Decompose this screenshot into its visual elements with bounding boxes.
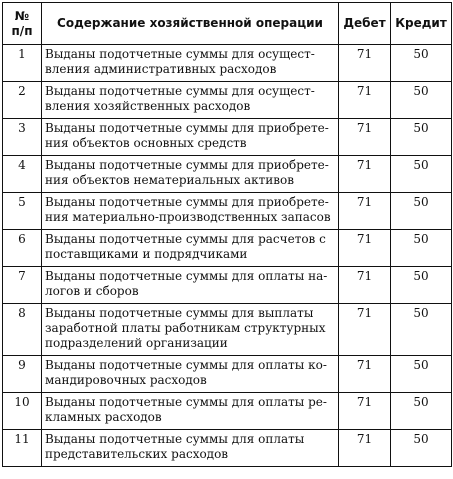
- cell-description: Выданы подотчетные суммы для оплаты представительских расходов: [42, 430, 339, 467]
- cell-credit: 50: [391, 304, 452, 356]
- table-row: [3, 193, 452, 230]
- table-row: [3, 119, 452, 156]
- cell-num: 10: [3, 393, 42, 430]
- table-row: [3, 45, 452, 82]
- cell-credit: 50: [391, 119, 452, 156]
- cell-num: 6: [3, 230, 42, 267]
- cell-debit: 71: [339, 430, 391, 467]
- table-row: [3, 82, 452, 119]
- header-credit: Кредит: [391, 3, 452, 45]
- cell-description: Выданы подотчетные суммы для приобрете- ния материально-производственных запасов: [42, 193, 339, 230]
- cell-debit: 71: [339, 82, 391, 119]
- table-row: [3, 304, 452, 356]
- cell-debit: 71: [339, 119, 391, 156]
- cell-num: 5: [3, 193, 42, 230]
- table-row: [3, 430, 452, 467]
- header-row: [3, 3, 452, 45]
- cell-credit: 50: [391, 267, 452, 304]
- cell-num: 9: [3, 356, 42, 393]
- cell-debit: 71: [339, 193, 391, 230]
- table-row: [3, 393, 452, 430]
- cell-description: Выданы подотчетные суммы для осущест- вления административных расходов: [42, 45, 339, 82]
- cell-debit: 71: [339, 304, 391, 356]
- table-body: [3, 45, 452, 467]
- cell-credit: 50: [391, 356, 452, 393]
- cell-credit: 50: [391, 45, 452, 82]
- table-row: [3, 230, 452, 267]
- cell-description: Выданы подотчетные суммы для осущест- вления хозяйственных расходов: [42, 82, 339, 119]
- cell-num: 3: [3, 119, 42, 156]
- table-row: [3, 356, 452, 393]
- cell-description: Выданы подотчетные суммы для оплаты ко- мандировочных расходов: [42, 356, 339, 393]
- header-debit: Дебет: [339, 3, 391, 45]
- cell-description: Выданы подотчетные суммы для расчетов с поставщиками и подрядчиками: [42, 230, 339, 267]
- cell-num: 4: [3, 156, 42, 193]
- cell-debit: 71: [339, 267, 391, 304]
- cell-num: 1: [3, 45, 42, 82]
- cell-debit: 71: [339, 45, 391, 82]
- cell-num: 2: [3, 82, 42, 119]
- cell-credit: 50: [391, 393, 452, 430]
- cell-credit: 50: [391, 193, 452, 230]
- cell-description: Выданы подотчетные суммы для выплаты заработной платы работникам структурных подразделений организации: [42, 304, 339, 356]
- cell-num: 7: [3, 267, 42, 304]
- cell-description: Выданы подотчетные суммы для приобрете- ния объектов нематериальных активов: [42, 156, 339, 193]
- cell-credit: 50: [391, 230, 452, 267]
- table-row: [3, 156, 452, 193]
- header-num: № п/п: [3, 3, 42, 45]
- cell-credit: 50: [391, 82, 452, 119]
- cell-num: 11: [3, 430, 42, 467]
- header-description: Содержание хозяйственной операции: [42, 3, 339, 45]
- cell-debit: 71: [339, 156, 391, 193]
- cell-num: 8: [3, 304, 42, 356]
- cell-description: Выданы подотчетные суммы для приобрете- ния объектов основных средств: [42, 119, 339, 156]
- table-header: [3, 3, 452, 45]
- cell-debit: 71: [339, 356, 391, 393]
- operations-table: [2, 2, 452, 467]
- cell-description: Выданы подотчетные суммы для оплаты на- логов и сборов: [42, 267, 339, 304]
- cell-credit: 50: [391, 430, 452, 467]
- cell-debit: 71: [339, 230, 391, 267]
- cell-description: Выданы подотчетные суммы для оплаты ре- кламных расходов: [42, 393, 339, 430]
- cell-debit: 71: [339, 393, 391, 430]
- cell-credit: 50: [391, 156, 452, 193]
- table-row: [3, 267, 452, 304]
